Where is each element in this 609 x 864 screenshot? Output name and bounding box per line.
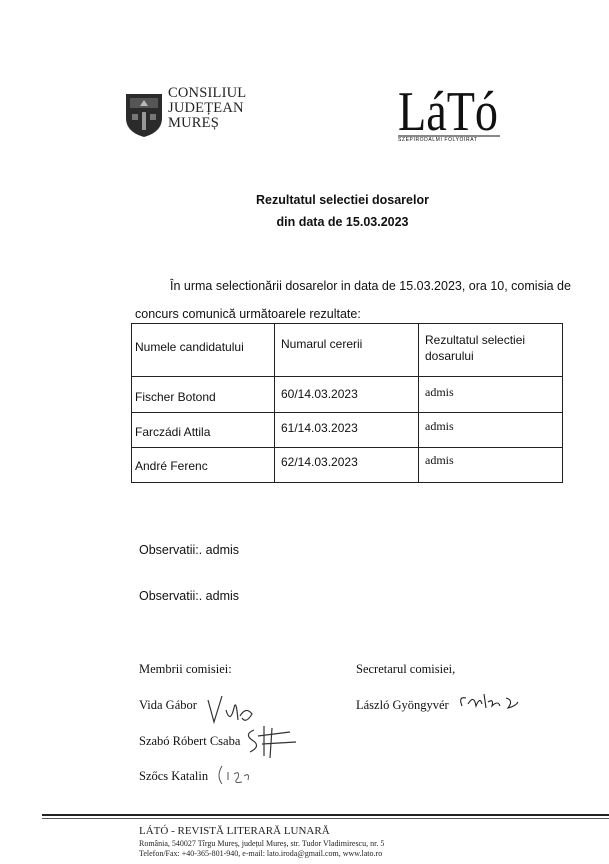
header-selection-result: Rezultatul selectiei dosarului — [425, 333, 526, 363]
logo-line-2: JUDEȚEAN — [168, 100, 244, 116]
candidate-name: André Ferenc — [135, 459, 208, 473]
request-number: 62/14.03.2023 — [281, 455, 358, 469]
intro-line-1: În urma selectionării dosarelor in data de 15.03.2023, ora 10, comisia de — [170, 279, 571, 293]
header-candidate: Numele candidatului — [135, 340, 244, 354]
candidate-name: Farczádi Attila — [135, 425, 211, 439]
document-title-line1: Rezultatul selectiei dosarelor — [256, 193, 429, 207]
footer-divider-thin — [42, 818, 609, 819]
observation-2: Observatii:. admis — [139, 589, 240, 603]
lato-logo-subtitle: SZÉPIRODALMI FOLYÓIRAT — [398, 137, 478, 143]
logo-line-1: CONSILIUL — [168, 85, 247, 101]
footer-contact: Telefon/Fax: +40-365-801-940, e-mail: lato.iroda@gmail.com, www.lato.ro — [139, 849, 383, 858]
footer-publication: LÁTÓ - REVISTĂ LITERARĂ LUNARĂ — [139, 825, 330, 837]
selection-result: admis — [425, 385, 454, 399]
request-number: 60/14.03.2023 — [281, 387, 358, 401]
signature-szocs-icon — [214, 762, 258, 790]
request-number: 61/14.03.2023 — [281, 421, 358, 435]
secretary-name: László Gyöngyvér — [356, 698, 449, 712]
members-label: Membrii comisiei: — [139, 662, 232, 676]
header-request-number: Numarul cererii — [281, 337, 363, 351]
logo-line-3: MUREȘ — [168, 115, 219, 131]
intro-line-2: concurs comunică următoarele rezultate: — [135, 307, 361, 321]
table-row — [132, 377, 563, 413]
coat-of-arms-icon — [124, 90, 164, 138]
secretary-label: Secretarul comisiei, — [356, 662, 456, 676]
selection-result: admis — [425, 419, 454, 433]
table-row — [132, 448, 563, 483]
candidate-name: Fischer Botond — [135, 390, 216, 404]
footer-divider — [42, 814, 609, 816]
table-row — [132, 413, 563, 448]
member-name-1: Vida Gábor — [139, 698, 197, 712]
member-name-3: Szőcs Katalin — [139, 769, 209, 783]
results-table — [131, 323, 563, 483]
document-title-line2: din data de 15.03.2023 — [276, 215, 409, 229]
signature-laszlo-icon — [456, 690, 520, 716]
svg-text:LáTó: LáTó — [398, 81, 498, 143]
lato-logo — [396, 70, 502, 150]
footer-address: România, 540027 Tîrgu Mureș, județul Mureș, str. Tudor Vladimirescu, nr. 5 — [139, 839, 385, 848]
observation-1: Observatii:. admis — [139, 543, 240, 557]
member-name-2: Szabó Róbert Csaba — [139, 734, 241, 748]
county-council-logo — [124, 86, 264, 144]
table-header-row — [132, 324, 563, 377]
selection-result: admis — [425, 453, 454, 467]
signature-szabo-icon — [240, 722, 300, 760]
